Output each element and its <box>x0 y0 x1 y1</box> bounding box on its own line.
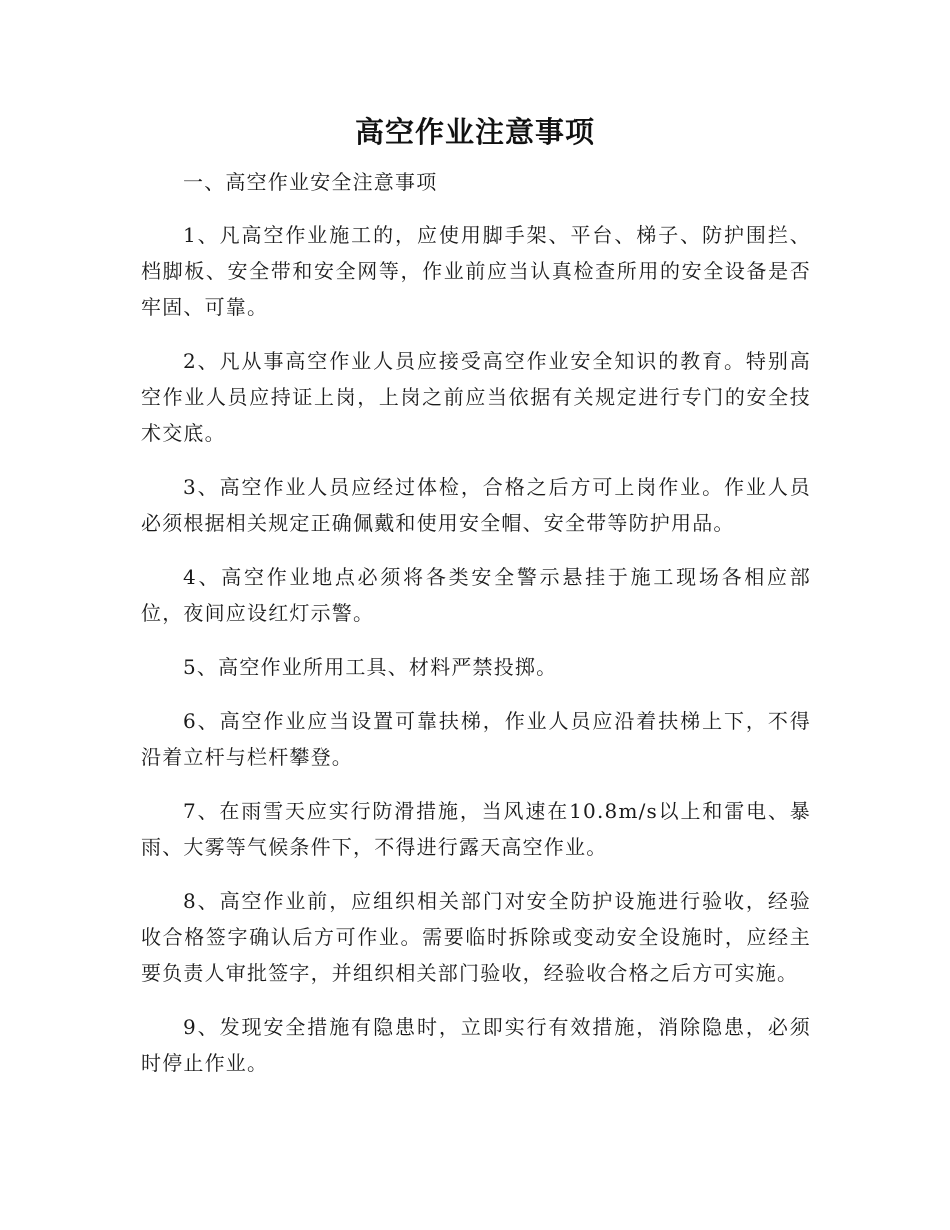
paragraph-item-3: 3、高空作业人员应经过体检，合格之后方可上岗作业。作业人员必须根据相关规定正确佩戴和使用安全帽、安全带等防护用品。 <box>141 475 811 535</box>
document-body <box>141 164 811 1099</box>
paragraph-item-4: 4、高空作业地点必须将各类安全警示悬挂于施工现场各相应部位，夜间应设红灯示警。 <box>141 565 811 625</box>
section-heading: 一、高空作业安全注意事项 <box>183 170 438 194</box>
document-title: 高空作业注意事项 <box>354 115 595 149</box>
paragraph-item-7: 7、在雨雪天应实行防滑措施，当风速在10.8m/s以上和雷电、暴雨、大雾等气候条件下，不得进行露天高空作业。 <box>141 799 811 859</box>
paragraph-item-1: 1、凡高空作业施工的，应使用脚手架、平台、梯子、防护围拦、档脚板、安全带和安全网等，作业前应当认真检查所用的安全设备是否牢固、可靠。 <box>141 223 811 319</box>
paragraph-item-9: 9、发现安全措施有隐患时，立即实行有效措施，消除隐患，必须时停止作业。 <box>141 1015 811 1075</box>
paragraph-item-8: 8、高空作业前，应组织相关部门对安全防护设施进行验收，经验收合格签字确认后方可作业。需要临时拆除或变动安全设施时，应经主要负责人审批签字，并组织相关部门验收，经验收合格之后方可实施。 <box>141 889 811 985</box>
paragraph-item-2: 2、凡从事高空作业人员应接受高空作业安全知识的教育。特别高空作业人员应持证上岗，上岗之前应当依据有关规定进行专门的安全技术交底。 <box>141 349 811 445</box>
paragraph-item-5: 5、高空作业所用工具、材料严禁投掷。 <box>183 655 558 679</box>
paragraph-item-6: 6、高空作业应当设置可靠扶梯，作业人员应沿着扶梯上下，不得沿着立杆与栏杆攀登。 <box>141 709 811 769</box>
